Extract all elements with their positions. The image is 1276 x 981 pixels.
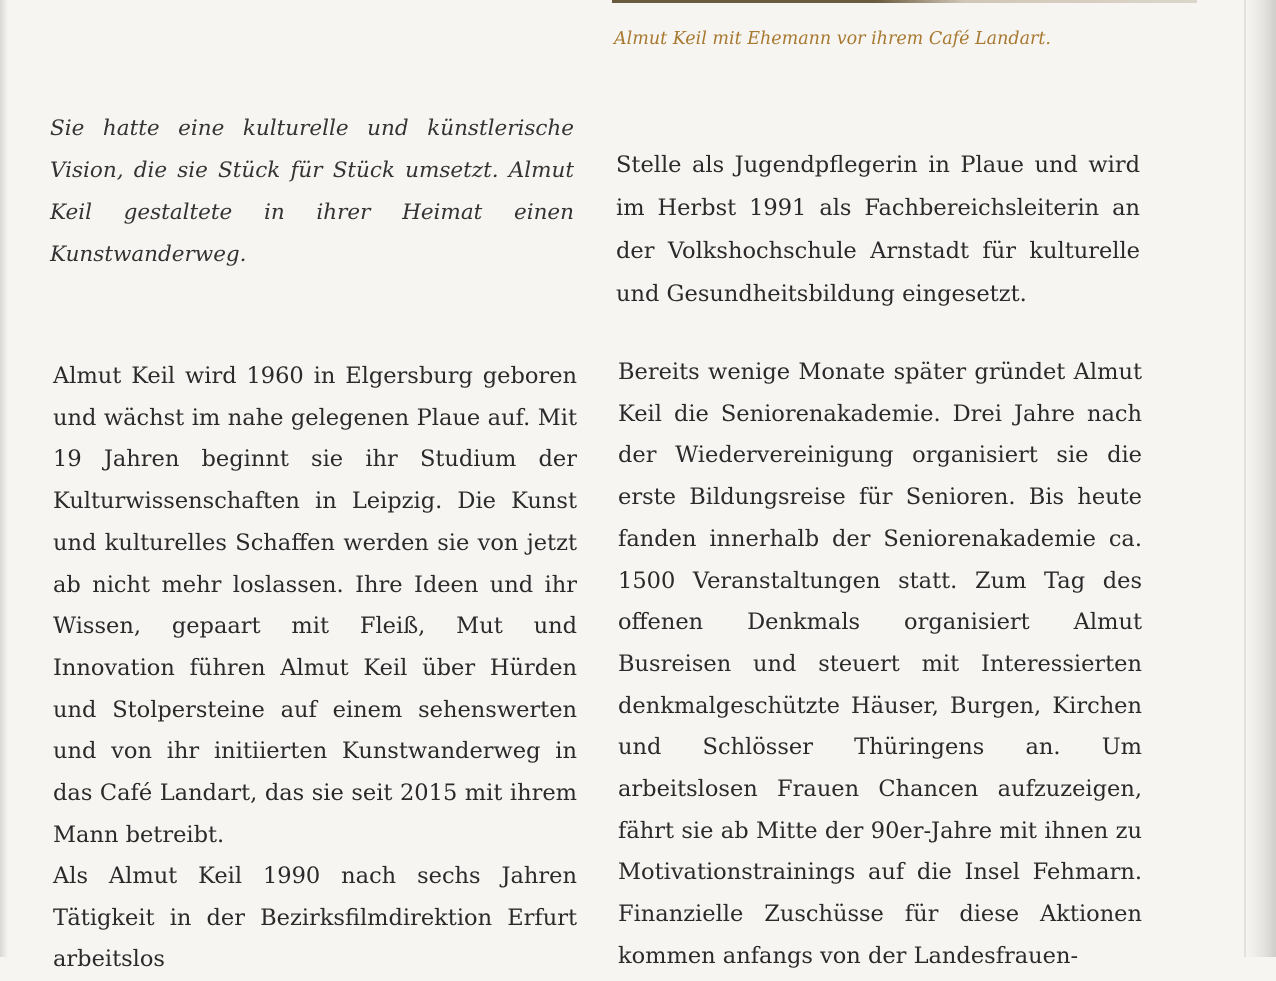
page-right-edge-shadow bbox=[1246, 0, 1276, 957]
photo-bottom-edge bbox=[612, 0, 1197, 3]
right-column-paragraph-2: Bereits wenige Monate später gründet Almut Keil die Seniorenakademie. Drei Jahre nach der Wiedervereinigung organisiert sie die erste Bildungsreise für Senioren. Bis heute fanden innerhalb der Seniorenakademie ca. 1500 Veranstaltungen statt. Zum Tag des offenen Denkmals organisiert Almut Busreisen und steuert mit Interessierten denkmalgeschützte Häuser, Burgen, Kirchen und Schlösser Thüringens an. Um arbeitslosen Frauen Chancen aufzuzeigen, fährt sie ab Mitte der 90er-Jahre mit ihnen zu Motivationstrainings auf die Insel Fehmarn. Finanzielle Zuschüsse für diese Aktionen kommen anfangs von der Landesfrauen- bbox=[618, 359, 1142, 969]
intro-lead-text: Sie hatte eine kulturelle und künstlerische Vision, die sie Stück für Stück umsetzt. Almut Keil gestaltete in ihrer Heimat einen Kunstwanderweg. bbox=[50, 116, 574, 267]
left-column-paragraph-1: Almut Keil wird 1960 in Elgersburg geboren und wächst im nahe gelegenen Plaue auf. Mit 19 Jahren beginnt sie ihr Studium der Kulturwissenschaften in Leipzig. Die Kunst und kulturelles Schaffen werden sie von jetzt ab nicht mehr loslassen. Ihre Ideen und ihr Wissen, gepaart mit Fleiß, Mut und Innovation führen Almut Keil über Hürden und Stolpersteine auf einem sehenswerten und von ihr initiierten Kunstwanderweg in das Café Landart, das sie seit 2015 mit ihrem Mann betreibt. bbox=[53, 363, 577, 848]
right-column-paragraph-1: Stelle als Jugendpflegerin in Plaue und wird im Herbst 1991 als Fachbereichsleiterin an der Volkshochschule Arnstadt für kulturelle und Gesundheitsbildung eingesetzt. bbox=[616, 152, 1140, 307]
page-left-edge-shadow bbox=[0, 0, 8, 957]
left-column-paragraph-2: Als Almut Keil 1990 nach sechs Jahren Tätigkeit in der Bezirksfilmdirektion Erfurt arbeitslos bbox=[53, 863, 577, 973]
photo-caption: Almut Keil mit Ehemann vor ihrem Café Landart. bbox=[614, 29, 1051, 49]
